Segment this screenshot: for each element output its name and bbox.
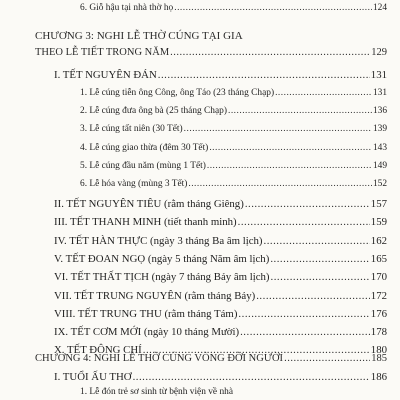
toc-entry-title: 1. Lễ cúng tiễn ông Công, ông Táo (23 tháng Chạp)	[80, 88, 275, 98]
toc-entry-ch3-9[interactable]	[54, 236, 387, 247]
leader-dots	[158, 70, 370, 81]
toc-entry-ch3-0[interactable]	[54, 70, 387, 81]
toc-entry-page: 185	[371, 353, 387, 364]
leader-dots	[275, 89, 372, 98]
toc-entry-ch3-11[interactable]	[54, 272, 387, 283]
toc-entry-ch3-4[interactable]	[80, 144, 387, 153]
leader-dots	[228, 107, 372, 116]
toc-entry-ch3-6[interactable]	[80, 180, 387, 189]
toc-entry-page: 165	[370, 253, 387, 265]
toc-entry-ch3-1[interactable]	[80, 89, 387, 98]
toc-entry-title: IV. TẾT HÀN THỰC (ngày 3 tháng Ba âm lịch)	[54, 235, 263, 247]
leader-dots	[188, 180, 372, 189]
leader-dots	[133, 372, 370, 383]
toc-entry-title: VIII. TẾT TRUNG THU (rằm tháng Tám)	[54, 308, 238, 320]
leader-dots	[245, 199, 370, 210]
toc-entry-ch3-3[interactable]	[80, 125, 387, 134]
chapter-3-heading-line1[interactable]: CHƯƠNG 3: NGHI LỄ THỜ CÚNG TẠI GIA	[35, 30, 243, 42]
toc-entry-ch3-10[interactable]	[54, 254, 387, 265]
toc-entry-ch3-7[interactable]	[54, 199, 387, 210]
toc-entry-ch4-0[interactable]	[54, 372, 387, 383]
toc-entry-ch3-2[interactable]	[80, 107, 387, 116]
toc-entry-title: THEO LỄ TIẾT TRONG NĂM	[35, 47, 170, 58]
leader-dots	[170, 48, 370, 59]
leader-dots	[174, 4, 372, 13]
toc-entry-title: II. TẾT NGUYÊN TIÊU (rằm tháng Giêng)	[54, 198, 244, 210]
toc-entry-page: 124	[372, 3, 387, 13]
leader-dots	[207, 162, 372, 171]
leader-dots	[238, 309, 369, 320]
toc-entry-title: III. TẾT THANH MINH (tiết thanh minh)	[54, 216, 237, 228]
toc-entry-title: 6. Lễ hóa vàng (mùng 3 Tết)	[80, 179, 188, 189]
toc-entry-ch3-13[interactable]	[54, 309, 387, 320]
toc-entry-title: VII. TẾT TRUNG NGUYÊN (rằm tháng Bảy)	[54, 290, 256, 302]
toc-entry-page: 157	[370, 198, 387, 210]
toc-entry-ch3-5[interactable]	[80, 162, 387, 171]
toc-entry-page: 139	[372, 124, 387, 134]
leader-dots	[184, 125, 372, 134]
toc-entry-title: 6. Giỗ hậu tại nhà thờ họ	[80, 3, 174, 13]
toc-entry-page: 136	[372, 106, 387, 116]
leader-dots	[256, 291, 370, 302]
toc-entry-ch4-1[interactable]: 1. Lễ đón trẻ sơ sinh từ bệnh viện về nhà	[80, 387, 233, 397]
toc-entry-page: 131	[370, 69, 387, 81]
toc-entry-page: 176	[370, 308, 387, 320]
toc-entry-title: CHƯƠNG 4: NGHI LỄ THỜ CÚNG VÒNG ĐỜI NGƯỜI	[35, 353, 284, 364]
toc-entry-ch3-8[interactable]	[54, 217, 387, 228]
toc-entry-page: 129	[371, 47, 387, 58]
toc-entry-page: 131	[372, 88, 387, 98]
leader-dots	[284, 354, 370, 365]
toc-entry-page: 186	[370, 371, 387, 383]
leader-dots	[238, 217, 370, 228]
toc-entry-page: 162	[370, 235, 387, 247]
chapter-4-heading[interactable]	[35, 354, 387, 365]
toc-entry-title: 3. Lễ cúng tất niên (30 Tết)	[80, 124, 183, 134]
toc-entry-title: X. TẾT ĐÔNG CHÍ	[54, 344, 142, 356]
toc-entry-title: 5. Lễ cúng đầu năm (mùng 1 Tết)	[80, 161, 206, 171]
leader-dots	[264, 236, 370, 247]
toc-entry-title: I. TUỔI ẤU THƠ	[54, 371, 132, 383]
toc-entry-page: 172	[370, 290, 387, 302]
toc-entry-page: 149	[372, 161, 387, 171]
toc-entry-page: 180	[370, 344, 387, 356]
toc-entry-page: 152	[372, 179, 387, 189]
toc-entry-title: VI. TẾT THẤT TỊCH (ngày 7 tháng Bảy âm lịch)	[54, 271, 270, 283]
chapter-3-heading-line2[interactable]	[35, 48, 387, 59]
leader-dots	[270, 254, 369, 265]
toc-entry-title: I. TẾT NGUYÊN ĐÁN	[54, 69, 157, 81]
leader-dots	[240, 327, 370, 338]
toc-entry-page: 178	[370, 326, 387, 338]
toc-entry-title: 2. Lễ cúng đưa ông bà (25 tháng Chạp)	[80, 106, 227, 116]
leader-dots	[209, 144, 372, 153]
leader-dots	[271, 272, 370, 283]
toc-entry-title: 4. Lễ cúng giao thừa (đêm 30 Tết)	[80, 143, 209, 153]
toc-entry-title: V. TẾT ĐOAN NGỌ (ngày 5 tháng Năm âm lịch)	[54, 253, 270, 265]
toc-entry-page: 143	[372, 143, 387, 153]
toc-entry-page: 159	[370, 216, 387, 228]
toc-entry-page: 170	[370, 271, 387, 283]
toc-entry-title: IX. TẾT CƠM MỚI (ngày 10 tháng Mười)	[54, 326, 240, 338]
toc-entry-ch3-12[interactable]	[54, 291, 387, 302]
toc-entry-gio-hau[interactable]	[80, 4, 387, 13]
toc-entry-ch3-14[interactable]	[54, 327, 387, 338]
